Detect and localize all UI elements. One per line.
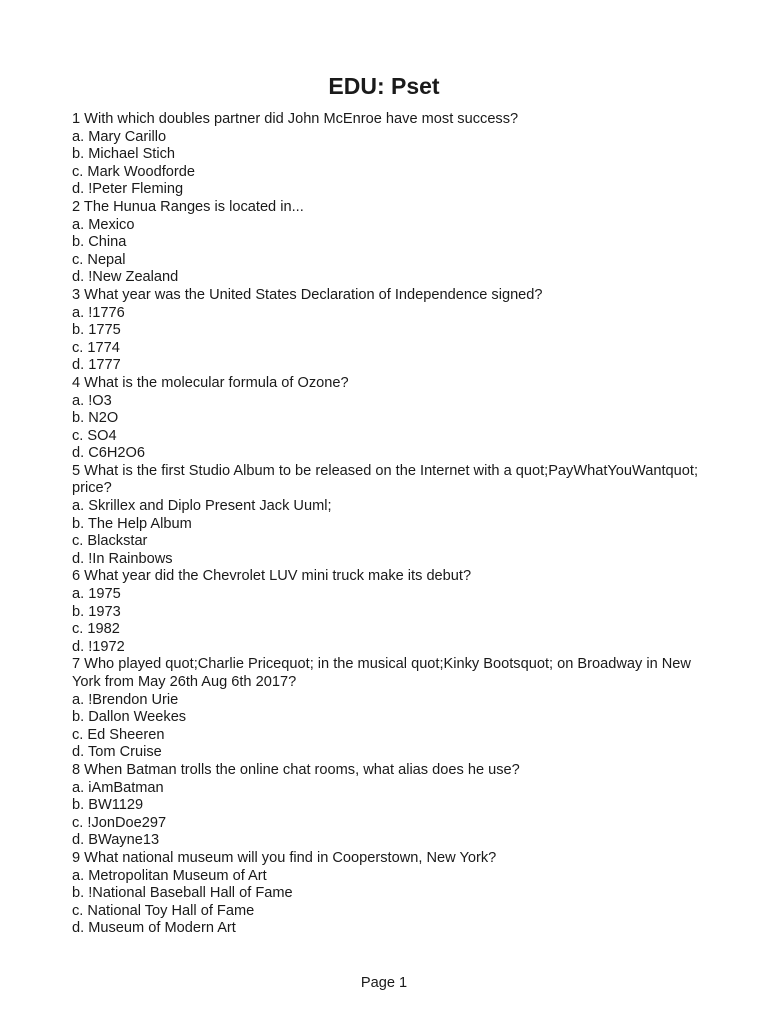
question-block: [72, 463, 712, 569]
answer-option: d. !1972: [72, 638, 125, 655]
question-block: [72, 850, 712, 938]
answer-option: d. !In Rainbows: [72, 550, 173, 567]
question-block: [72, 287, 712, 375]
answer-option: a. Mexico: [72, 216, 135, 233]
question-text: 9 What national museum will you find in Cooperstown, New York?: [72, 849, 497, 866]
answer-option: b. China: [72, 234, 127, 251]
question-text: 5 What is the first Studio Album to be released on the Internet with a quot;PayWhatYouWantquot; price?: [72, 462, 699, 497]
question-block: [72, 111, 712, 199]
answer-option: a. 1975: [72, 586, 121, 603]
answer-option: a. Metropolitan Museum of Art: [72, 867, 267, 884]
answer-option: b. The Help Album: [72, 515, 192, 532]
answer-option: a. iAmBatman: [72, 779, 164, 796]
answer-option: c. 1774: [72, 339, 120, 356]
answer-option: d. !New Zealand: [72, 269, 179, 286]
question-text: 6 What year did the Chevrolet LUV mini truck make its debut?: [72, 568, 472, 585]
question-text: 1 With which doubles partner did John McEnroe have most success?: [72, 111, 519, 127]
question-block: [72, 656, 712, 762]
answer-option: d. 1777: [72, 357, 121, 374]
answer-option: d. Tom Cruise: [72, 744, 162, 761]
answer-option: c. !JonDoe297: [72, 814, 167, 831]
answer-option: c. National Toy Hall of Fame: [72, 902, 255, 919]
answer-option: a. !Brendon Urie: [72, 691, 179, 708]
answer-option: b. 1973: [72, 603, 121, 620]
question-text: 7 Who played quot;Charlie Pricequot; in the musical quot;Kinky Bootsquot; on Broadway in New York from May 26th Aug 6th 2017?: [72, 656, 691, 690]
answer-option: a. Mary Carillo: [72, 128, 167, 145]
question-list: [72, 111, 712, 938]
answer-option: d. !Peter Fleming: [72, 181, 184, 198]
answer-option: a. !O3: [72, 392, 112, 409]
answer-option: c. Blackstar: [72, 533, 148, 550]
page-number: Page 1: [360, 975, 408, 991]
question-text: 4 What is the molecular formula of Ozone?: [72, 374, 349, 391]
answer-option: b. 1775: [72, 322, 121, 339]
answer-option: c. Nepal: [72, 251, 126, 268]
answer-option: b. !National Baseball Hall of Fame: [72, 885, 293, 902]
question-block: [72, 568, 712, 656]
answer-option: b. Michael Stich: [72, 146, 176, 163]
question-block: [72, 375, 712, 463]
answer-option: b. Dallon Weekes: [72, 709, 187, 726]
answer-option: b. N2O: [72, 410, 119, 427]
question-text: 3 What year was the United States Declaration of Independence signed?: [72, 286, 543, 303]
answer-option: c. 1982: [72, 621, 120, 638]
question-block: [72, 199, 712, 287]
answer-option: a. !1776: [72, 304, 125, 321]
question-text: 8 When Batman trolls the online chat rooms, what alias does he use?: [72, 761, 520, 778]
answer-option: a. Skrillex and Diplo Present Jack Uuml;: [72, 498, 332, 515]
question-text: 2 The Hunua Ranges is located in...: [72, 198, 304, 215]
page-title: EDU: Pset: [328, 73, 440, 99]
answer-option: d. Museum of Modern Art: [72, 920, 236, 937]
question-block: [72, 762, 712, 850]
answer-option: c. Ed Sheeren: [72, 726, 165, 743]
answer-option: d. BWayne13: [72, 832, 160, 849]
answer-option: d. C6H2O6: [72, 445, 146, 462]
answer-option: c. SO4: [72, 427, 117, 444]
answer-option: b. BW1129: [72, 797, 144, 814]
answer-option: c. Mark Woodforde: [72, 163, 196, 180]
